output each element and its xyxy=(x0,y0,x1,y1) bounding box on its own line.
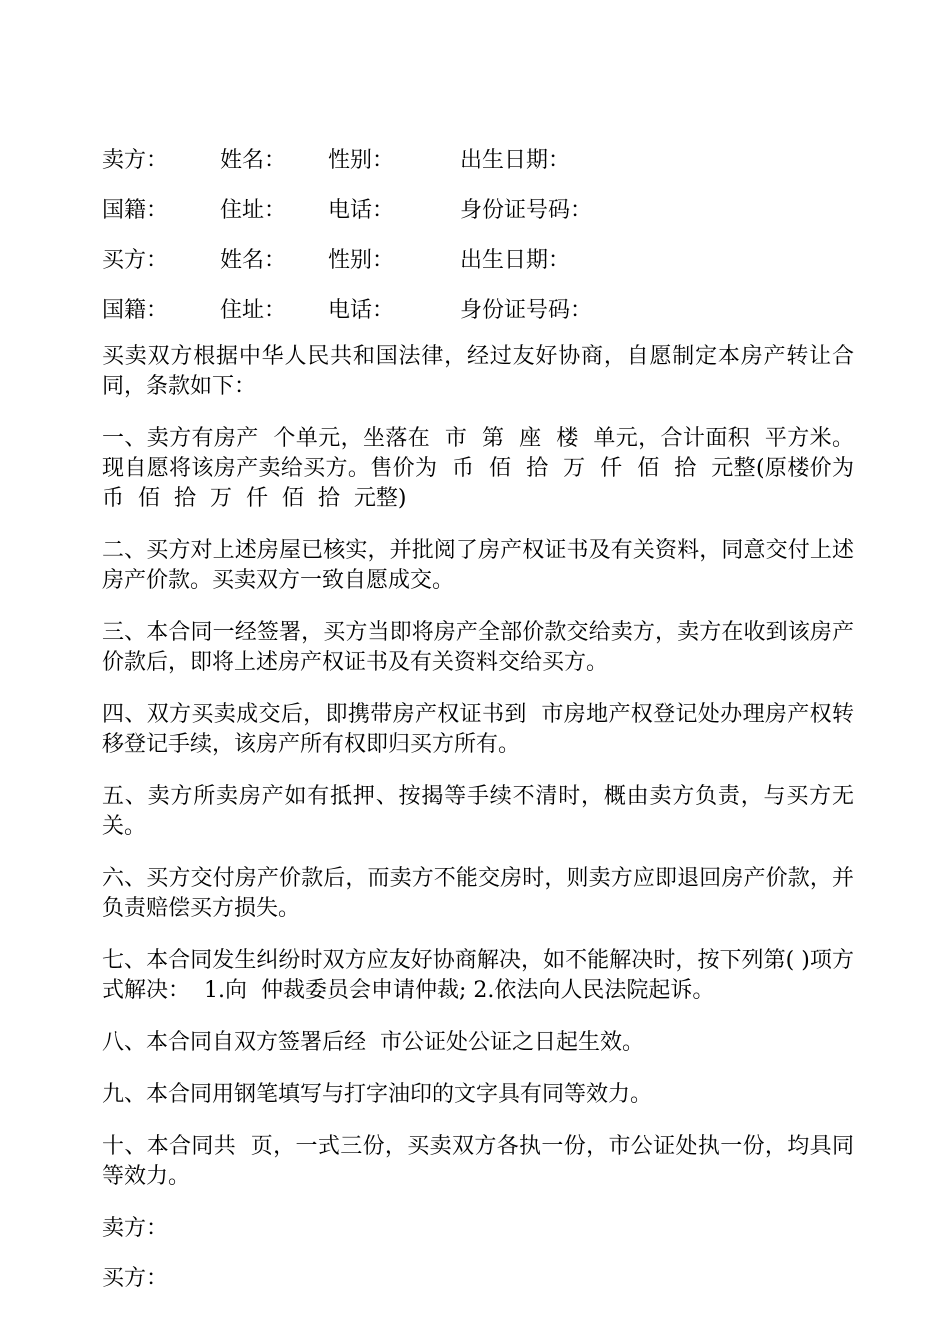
seller-phone-label: 电话： xyxy=(328,198,395,223)
contract-page xyxy=(102,142,868,1314)
clause-9: 九、本合同用钢笔填写与打字油印的文字具有同等效力。 xyxy=(102,1082,653,1107)
seller-gender-label: 性别： xyxy=(328,148,395,173)
buyer-nationality-label: 国籍： xyxy=(102,298,169,323)
clause-5: 五、卖方所卖房产如有抵押、按揭等手续不清时，概由卖方负责，与买方无关。 xyxy=(102,784,854,839)
buyer-row-1 xyxy=(102,242,854,292)
seller-nationality-label: 国籍： xyxy=(102,198,169,223)
clause-6: 六、买方交付房产价款后，而卖方不能交房时，则卖方应即退回房产价款，并负责赔偿买方损失。 xyxy=(102,866,854,921)
clause-1: 一、卖方有房产 个单元，坐落在 市 第 座 楼 单元，合计面积 平方米。现自愿将该房产卖给买方。售价为 币 佰 拾 万 仟 佰 拾 元整(原楼价为 币 佰 拾 万 仟 佰 拾 元整) xyxy=(102,426,868,511)
clause-3: 三、本合同一经签署，买方当即将房产全部价款交给卖方，卖方在收到该房产价款后，即将上述房产权证书及有关资料交给买方。 xyxy=(102,620,854,675)
seller-name-label: 姓名： xyxy=(220,148,287,173)
intro-paragraph: 买卖双方根据中华人民共和国法律，经过友好协商，自愿制定本房产转让合同，条款如下： xyxy=(102,344,854,399)
clause-8: 八、本合同自双方签署后经 市公证处公证之日起生效。 xyxy=(102,1030,644,1055)
buyer-row-2 xyxy=(102,292,854,342)
seller-label: 卖方： xyxy=(102,148,169,173)
buyer-name-label: 姓名： xyxy=(220,248,287,273)
buyer-phone-label: 电话： xyxy=(328,298,395,323)
buyer-id-label: 身份证号码： xyxy=(460,298,593,323)
clause-4: 四、双方买卖成交后，即携带房产权证书到 市房地产权登记处办理房产权转移登记手续，该房产所有权即归买方所有。 xyxy=(102,702,854,757)
buyer-label: 买方： xyxy=(102,248,169,273)
clause-7: 七、本合同发生纠纷时双方应友好协商解决，如不能解决时，按下列第( )项方式解决： 1.向 仲裁委员会申请仲裁; 2.依法向人民法院起诉。 xyxy=(102,948,854,1003)
seller-id-label: 身份证号码： xyxy=(460,198,593,223)
seller-row-1 xyxy=(102,142,854,192)
seller-address-label: 住址： xyxy=(220,198,287,223)
seller-signature-label: 卖方： xyxy=(102,1216,169,1241)
buyer-address-label: 住址： xyxy=(220,298,287,323)
seller-birth-label: 出生日期： xyxy=(460,148,571,173)
clause-2: 二、买方对上述房屋已核实，并批阅了房产权证书及有关资料，同意交付上述房产价款。买卖双方一致自愿成交。 xyxy=(102,538,854,593)
buyer-gender-label: 性别： xyxy=(328,248,395,273)
seller-row-2 xyxy=(102,192,854,242)
buyer-birth-label: 出生日期： xyxy=(460,248,571,273)
buyer-signature-label: 买方： xyxy=(102,1266,169,1291)
clause-10: 十、本合同共 页，一式三份，买卖双方各执一份，市公证处执一份，均具同等效力。 xyxy=(102,1134,854,1189)
